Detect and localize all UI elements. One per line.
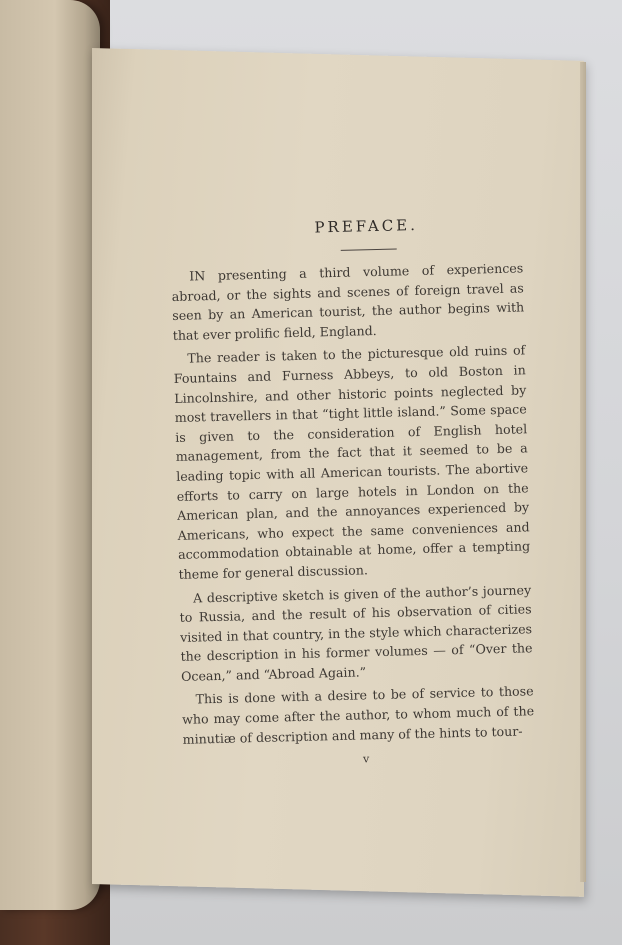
paragraph-4: This is done with a desire to be of service to those who may come after the author, to whom much of the minutiæ of description and many of the hints to tour-: [181, 683, 535, 747]
paragraph-1: IN presenting a third volume of experiences abroad, or the sights and scenes of foreign travel as seen by an American tourist, the author begins with that ever prolific field, England.: [171, 260, 525, 343]
page-title: PREFACE.: [314, 215, 419, 237]
page-number: v: [362, 752, 370, 766]
left-page: [0, 0, 100, 910]
paragraph-3: A descriptive sketch is given of the author’s journey to Russia, and the result of his observation of cities visited in that country, in the style which characterizes the description in his former volumes — of “Over the Ocean,” and “Abroad Again.”: [179, 581, 533, 684]
title-rule: [341, 248, 397, 250]
page-stack-edge: [580, 62, 586, 882]
paragraph-2: The reader is taken to the picturesque old ruins of Fountains and Furness Abbeys, to old Boston in Lincolnshire, and other historic points neglected by most travellers in that “tight little island.” Some space is given to the consideration of English hotel management, from the fact that it seemed to be a leading topic with all American tourists. The abortive efforts to carry on large hotels in London on the American plan, and the annoyances experienced by Americans, who expect the same conveniences and accommodation obtainable at home, offer a tempting theme for general discussion.: [173, 342, 531, 582]
page-text-block: [170, 213, 535, 770]
